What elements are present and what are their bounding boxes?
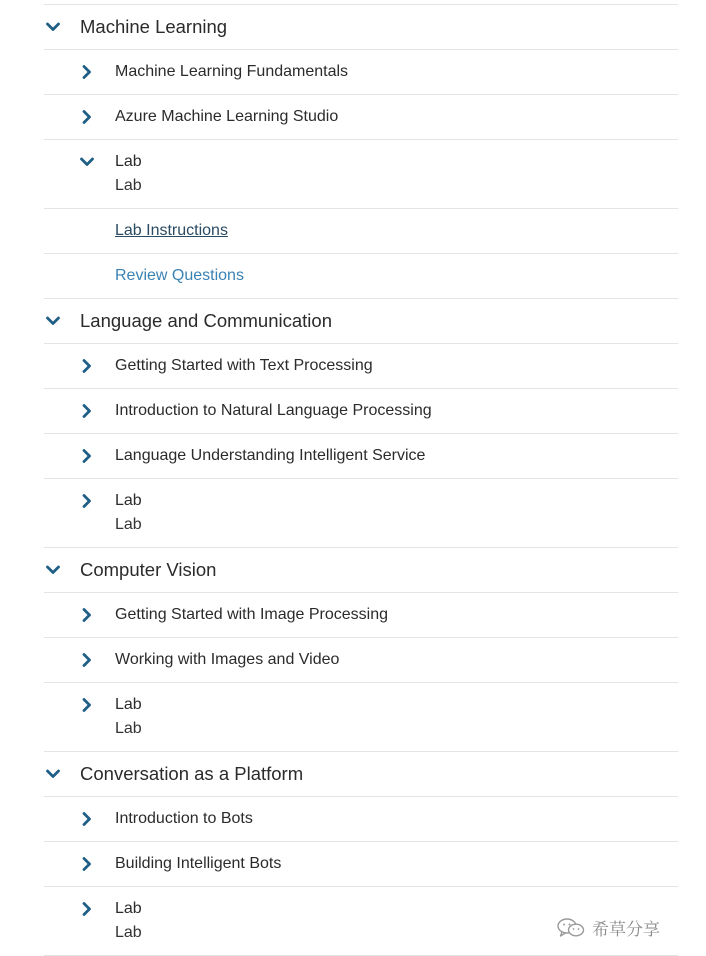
section-title: Getting Started with Text Processing [115,357,373,374]
lab-link[interactable]: Lab Instructions [115,222,228,239]
section-item[interactable] [44,50,678,95]
section-item[interactable] [44,140,678,209]
chevron-right-icon[interactable] [79,358,95,374]
chevron-right-icon[interactable] [79,652,95,668]
section-title: Getting Started with Image Processing [115,606,389,623]
chevron-down-icon[interactable] [45,313,61,329]
section-subtitle: Lab [115,516,142,533]
section-item[interactable] [44,842,678,887]
section-item[interactable] [44,683,678,752]
module-title: Computer Vision [80,559,217,580]
section-item[interactable] [44,593,678,638]
module-header[interactable] [44,548,678,593]
module-header[interactable] [44,299,678,344]
section-title: Lab [115,153,142,170]
chevron-down-icon[interactable] [79,154,95,170]
section-title: Building Intelligent Bots [115,855,282,872]
section-item[interactable] [44,344,678,389]
chevron-right-icon[interactable] [79,901,95,917]
section-title: Working with Images and Video [115,651,340,668]
wechat-icon [556,917,586,939]
section-title: Language Understanding Intelligent Service [115,447,426,464]
chevron-right-icon[interactable] [79,697,95,713]
section-subtitle: Lab [115,177,142,194]
section-title: Lab [115,900,142,917]
module-header[interactable] [44,752,678,797]
lab-link-row [44,209,678,254]
watermark-text: 希草分享 [592,920,660,940]
module-title: Conversation as a Platform [80,763,304,784]
section-item[interactable] [44,389,678,434]
section-title: Azure Machine Learning Studio [115,108,339,125]
chevron-right-icon[interactable] [79,403,95,419]
section-item[interactable] [44,797,678,842]
section-item[interactable] [44,479,678,548]
lab-link[interactable]: Review Questions [115,267,244,284]
chevron-right-icon[interactable] [79,448,95,464]
lab-link-row [44,254,678,299]
chevron-down-icon[interactable] [45,19,61,35]
chevron-right-icon[interactable] [79,607,95,623]
section-subtitle: Lab [115,720,142,737]
chevron-right-icon[interactable] [79,811,95,827]
course-outline [44,4,678,956]
chevron-right-icon[interactable] [79,64,95,80]
module-header[interactable] [44,5,678,50]
section-title: Introduction to Bots [115,810,253,827]
section-item[interactable] [44,434,678,479]
section-subtitle: Lab [115,924,142,941]
section-title: Machine Learning Fundamentals [115,63,349,80]
module-title: Machine Learning [80,16,228,37]
chevron-right-icon[interactable] [79,856,95,872]
chevron-right-icon[interactable] [79,493,95,509]
module-title: Language and Communication [80,310,332,331]
section-title: Lab [115,696,142,713]
section-title: Introduction to Natural Language Processing [115,402,432,419]
section-item[interactable] [44,95,678,140]
chevron-right-icon[interactable] [79,109,95,125]
section-item[interactable] [44,638,678,683]
section-title: Lab [115,492,142,509]
chevron-down-icon[interactable] [45,766,61,782]
watermark [556,915,660,940]
chevron-down-icon[interactable] [45,562,61,578]
